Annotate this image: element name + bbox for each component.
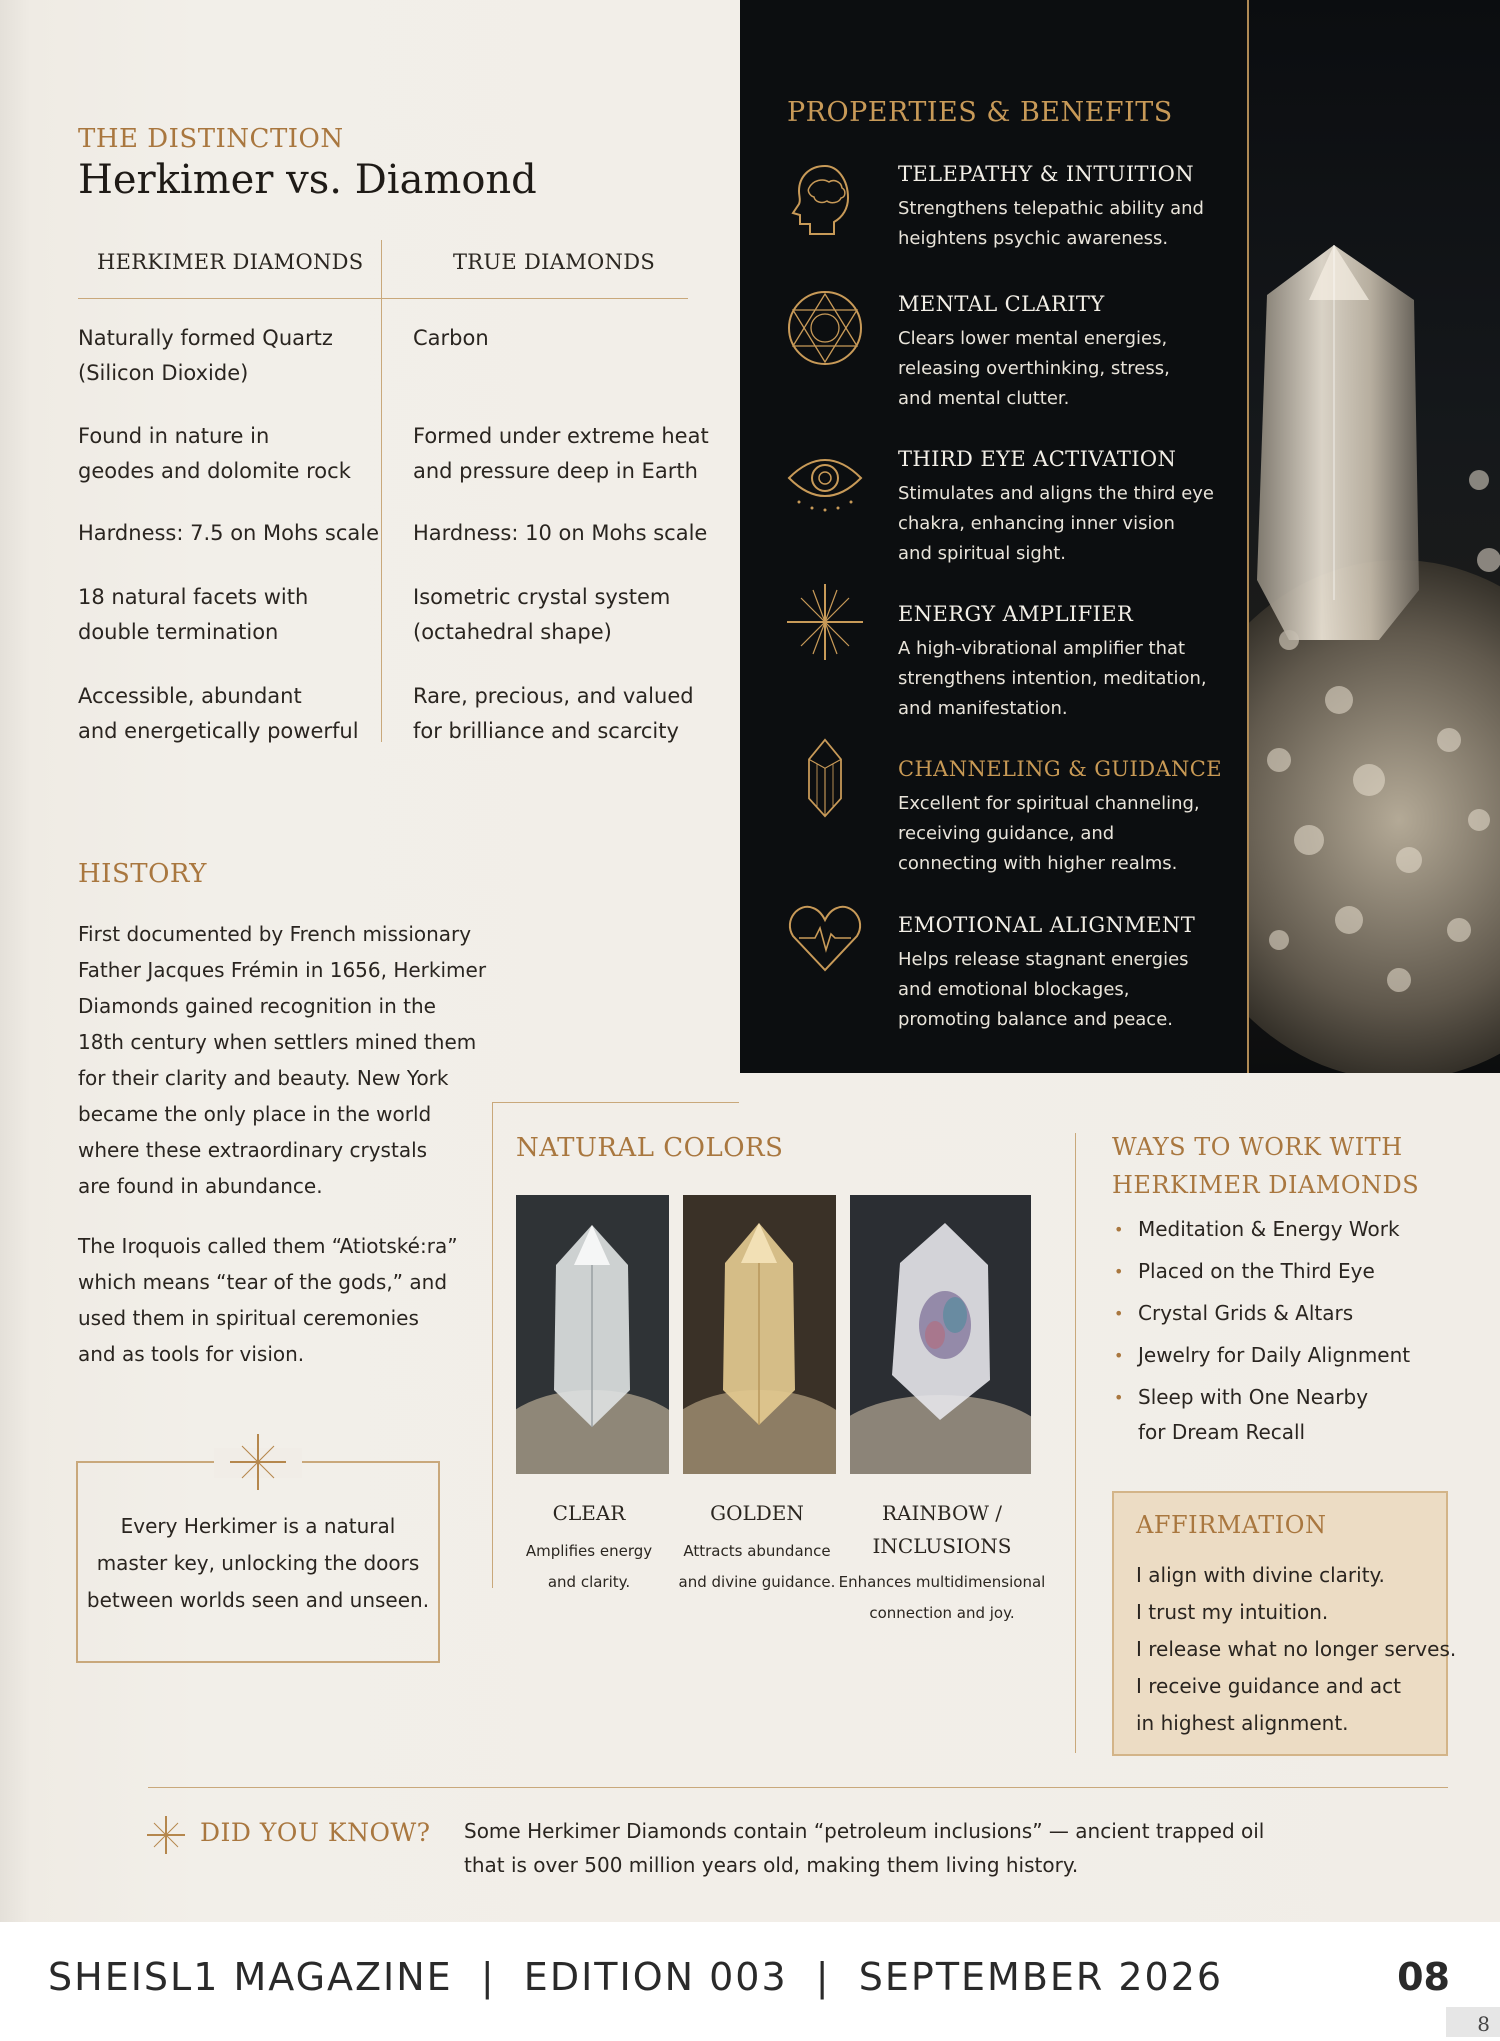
colors-heading: NATURAL COLORS [516,1133,784,1163]
sacred-geometry-icon [785,288,865,368]
golden-crystal-photo [683,1195,836,1474]
ways-divider [1075,1133,1076,1753]
list-item: • Placed on the Third Eye [1112,1254,1452,1289]
star-icon [146,1815,186,1855]
history-heading: HISTORY [78,859,207,889]
history-paragraph: The Iroquois called them “Atiotské:ra” which means “tear of the gods,” and used them in spiritual ceremonies and as tools for vision. [78,1234,458,1366]
color-description-rainbow: Enhances multidimensional connection and joy. [838,1573,1046,1622]
table-cell: Formed under extreme heat and pressure deep in Earth [413,424,709,483]
affirmation-text: I align with divine clarity. I trust my intuition. I release what no longer serves. I receive guidance and act in highest alignment. [1136,1563,1457,1735]
color-name-rainbow: RAINBOW / INCLUSIONS [872,1501,1012,1558]
table-cell: Naturally formed Quartz (Silicon Dioxide) [78,326,333,385]
property-description: Clears lower mental energies, releasing overthinking, stress, and mental clutter. [898,328,1170,409]
property-title: CHANNELING & GUIDANCE [898,757,1223,781]
property-title: EMOTIONAL ALIGNMENT [898,913,1196,937]
property-title: TELEPATHY & INTUITION [898,162,1195,186]
corner-page-number: 8 [1446,2007,1500,2037]
property-description: Helps release stagnant energies and emotional blockages, promoting balance and peace. [898,949,1189,1030]
ways-list [1112,1212,1452,1457]
crystal-icon [785,738,865,818]
properties-heading: PROPERTIES & BENEFITS [787,97,1173,128]
history-paragraph: First documented by French missionary Father Jacques Frémin in 1656, Herkimer Diamonds gained recognition in the 18th century when settlers mined them for their clarity and beauty. New York became the only place in the world where these extraordinary crystals are found in abundance. [78,922,487,1198]
table-cell: Carbon [413,326,489,350]
footer-page-number: 08 [1397,1955,1450,1999]
col-header-herkimer: HERKIMER DIAMONDS [97,250,364,274]
heart-pulse-icon [785,898,865,978]
rainbow-crystal-photo [850,1195,1031,1474]
property-title: MENTAL CLARITY [898,292,1105,316]
property-description: Excellent for spiritual channeling, receiving guidance, and connecting with higher realms. [898,793,1200,874]
clear-crystal-photo [516,1195,669,1474]
table-cell: Accessible, abundant and energetically powerful [78,684,359,743]
list-item: • Meditation & Energy Work [1112,1212,1452,1247]
third-eye-icon [785,438,865,518]
footer-publication-info: SHEISL1 MAGAZINE | EDITION 003 | SEPTEMBER 2026 [48,1955,1224,1999]
table-cell: 18 natural facets with double termination [78,585,309,644]
star-ornament-icon [228,1432,288,1492]
table-cell: Isometric crystal system (octahedral shape) [413,585,671,644]
panel-gold-rule [1247,0,1249,1073]
list-item: • Sleep with One Nearby for Dream Recall [1112,1380,1452,1450]
crystal-photo [1249,0,1500,1073]
ways-heading: WAYS TO WORK WITH HERKIMER DIAMONDS [1112,1133,1420,1199]
distinction-title: Herkimer vs. Diamond [78,157,537,203]
color-description-golden: Attracts abundance and divine guidance. [678,1542,836,1591]
color-name-clear: CLEAR [552,1501,626,1525]
table-header-divider [78,298,688,299]
colors-frame-top [492,1102,739,1103]
did-you-know-heading: DID YOU KNOW? [200,1818,431,1847]
starburst-icon [785,582,865,662]
table-cell: Hardness: 7.5 on Mohs scale [78,521,380,545]
property-description: Strengthens telepathic ability and heightens psychic awareness. [898,198,1204,249]
table-cell: Found in nature in geodes and dolomite rock [78,424,351,483]
color-description-clear: Amplifies energy and clarity. [525,1542,653,1591]
property-description: Stimulates and aligns the third eye chakra, enhancing inner vision and spiritual sight. [898,483,1215,564]
affirmation-heading: AFFIRMATION [1136,1511,1327,1539]
table-cell: Hardness: 10 on Mohs scale [413,521,708,545]
did-you-know-text: Some Herkimer Diamonds contain “petroleum inclusions” — ancient trapped oil that is over 500 million years old, making them living history. [464,1819,1265,1877]
list-item: • Jewelry for Daily Alignment [1112,1338,1452,1373]
col-header-true-diamonds: TRUE DIAMONDS [453,250,656,274]
property-description: A high-vibrational amplifier that strengthens intention, meditation, and manifestation. [898,638,1207,719]
quote-text: Every Herkimer is a natural master key, unlocking the doors between worlds seen and unseen. [86,1514,430,1612]
colors-frame-left [492,1102,493,1588]
list-item: • Crystal Grids & Altars [1112,1296,1452,1331]
table-cell: Rare, precious, and valued for brilliance and scarcity [413,684,694,743]
did-you-know-divider [148,1787,1448,1788]
table-column-divider [381,240,382,742]
distinction-kicker: THE DISTINCTION [78,124,344,154]
property-title: ENERGY AMPLIFIER [898,602,1134,626]
head-icon [785,160,865,240]
color-name-golden: GOLDEN [710,1501,804,1525]
property-title: THIRD EYE ACTIVATION [898,447,1177,471]
